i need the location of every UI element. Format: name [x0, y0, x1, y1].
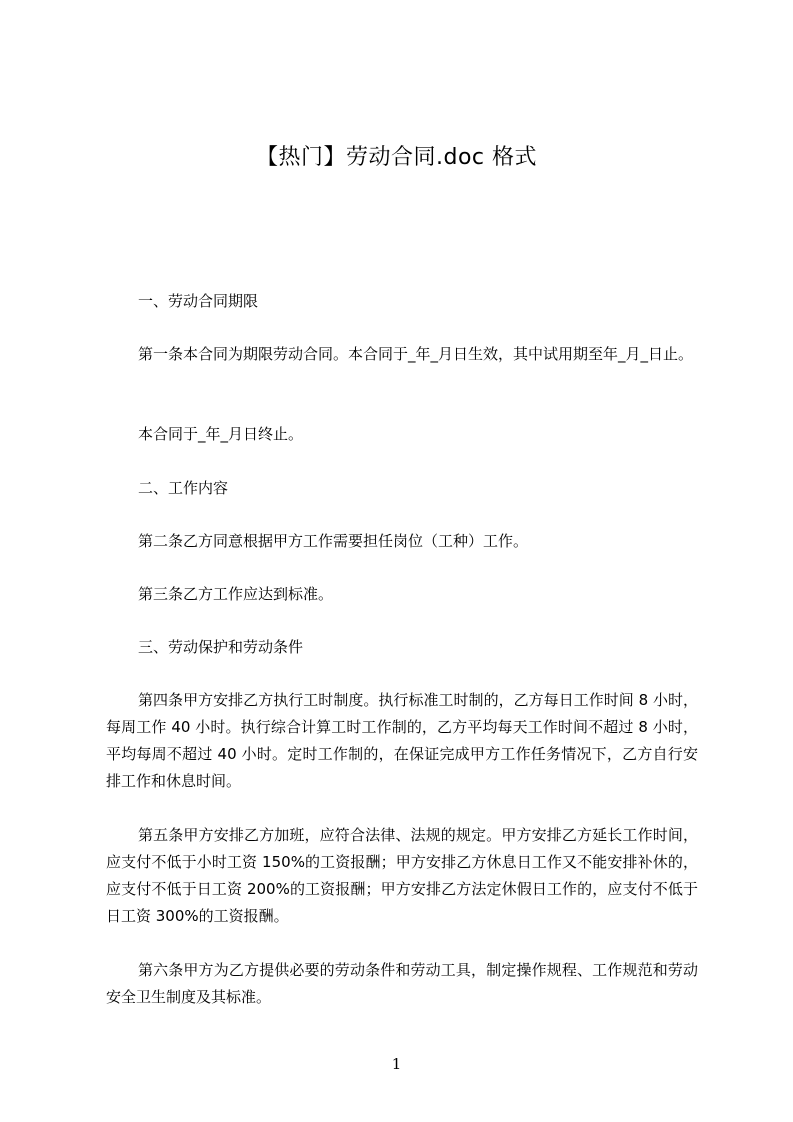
paragraph-article-2: 第二条乙方同意根据甲方工作需要担任岗位（工种）工作。	[138, 532, 529, 550]
page-number: 1	[391, 1055, 402, 1073]
section-heading-work-content: 二、工作内容	[138, 479, 229, 497]
paragraph-article-4: 第四条甲方安排乙方执行工时制度。执行标准工时制的，乙方每日工作时间 8 小时，每周工作 40 小时。执行综合计算工时工作制的，乙方平均每天工作时间不超过 8 小时，平均每周不超过 40 小时。定时工作制的，在保证完成甲方工作任务情况下，乙方自行安排工作和休息时间。	[106, 691, 698, 790]
paragraph-article-1: 第一条本合同为期限劳动合同。本合同于_年_月日生效，其中试用期至年_月_日止。	[138, 345, 694, 363]
paragraph-article-6: 第六条甲方为乙方提供必要的劳动条件和劳动工具，制定操作规程、工作规范和劳动安全卫生制度及其标准。	[106, 961, 698, 1006]
paragraph-contract-end: 本合同于_年_月日终止。	[138, 425, 304, 443]
document-title: 【热门】劳动合同.doc 格式	[255, 145, 537, 170]
section-heading-term: 一、劳动合同期限	[138, 292, 259, 310]
section-heading-labor-protection: 三、劳动保护和劳动条件	[138, 638, 304, 656]
paragraph-article-3: 第三条乙方工作应达到标准。	[138, 585, 334, 603]
paragraph-article-5: 第五条甲方安排乙方加班，应符合法律、法规的规定。甲方安排乙方延长工作时间，应支付不低于小时工资 150%的工资报酬；甲方安排乙方休息日工作又不能安排补休的，应支付不低于日工资 200%的工资报酬；甲方安排乙方法定休假日工作的，应支付不低于日工资 300%的工资报酬。	[106, 826, 698, 925]
